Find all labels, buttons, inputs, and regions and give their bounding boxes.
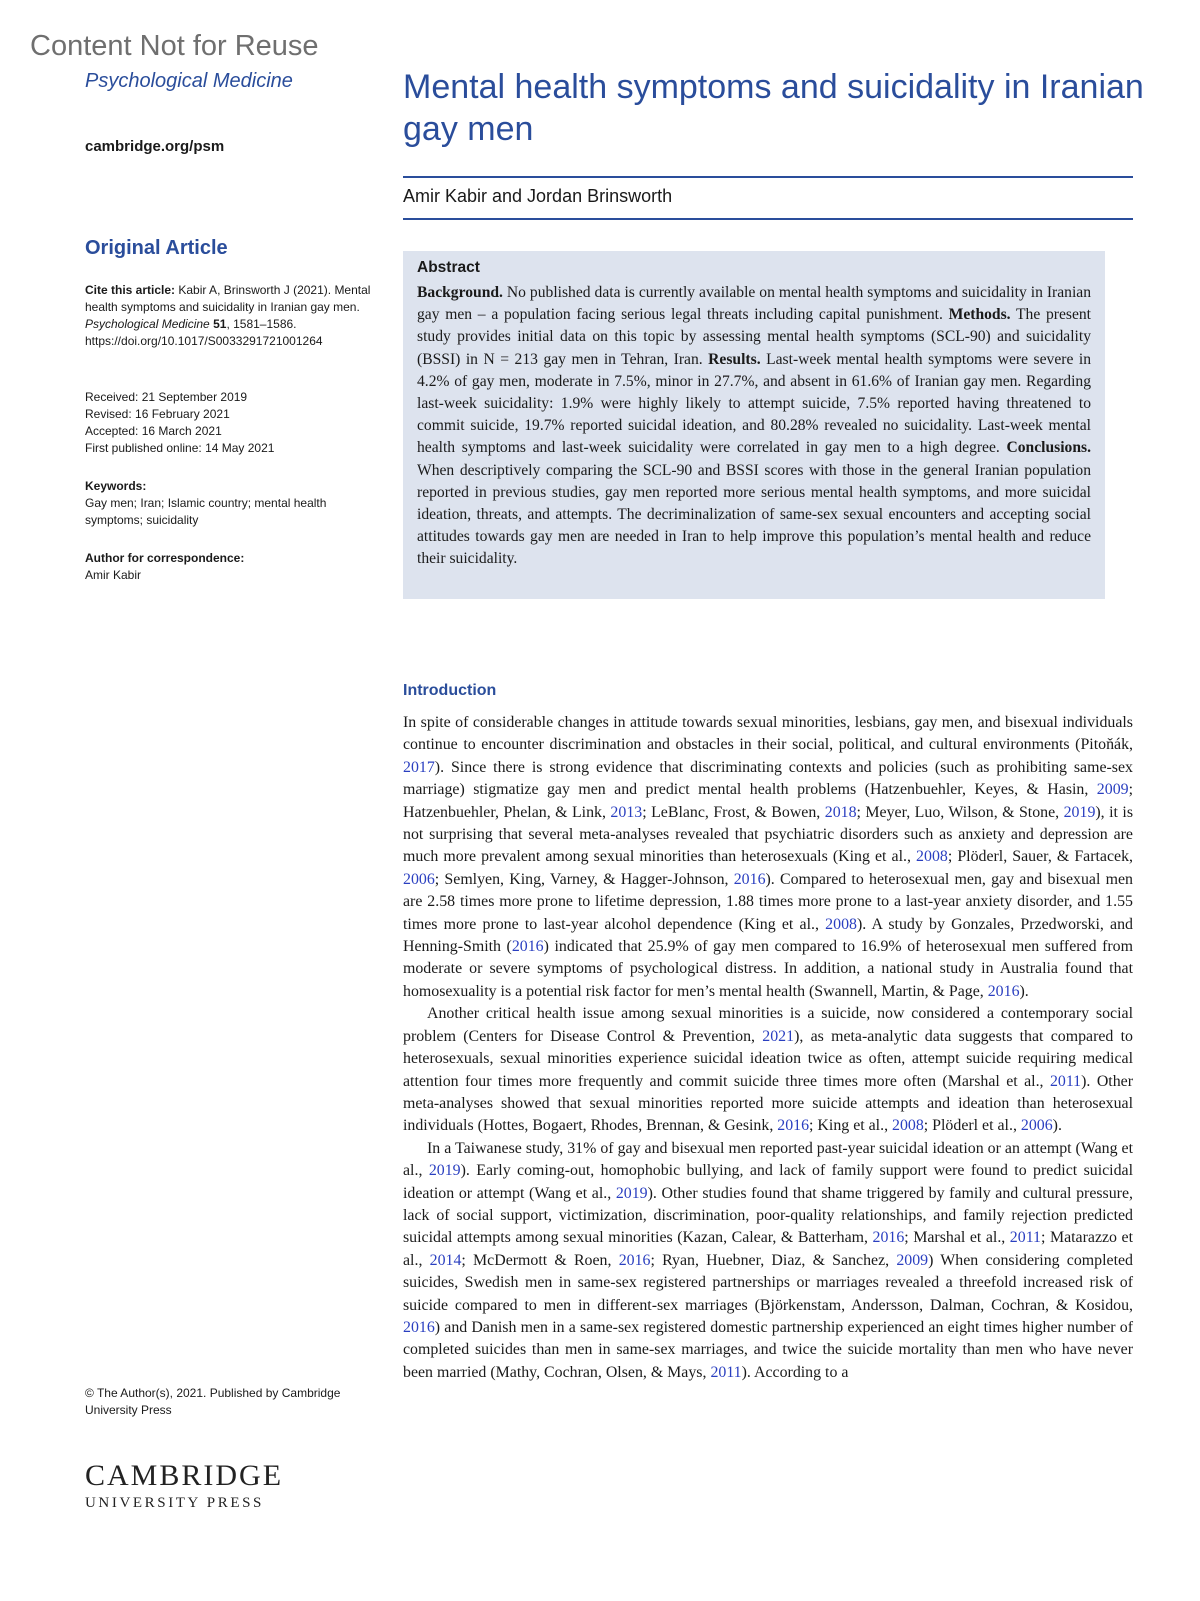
citation-link[interactable]: 2013: [610, 803, 643, 821]
correspondence-label: Author for correspondence:: [85, 551, 245, 565]
article-title: Mental health symptoms and suicidality in Iranian gay men: [403, 68, 1144, 148]
body-text: ). Other studies found that shame triggered by family and cultural pressure, lack of social support, victimization, discrimination, poor-quality relationships, and family rejection predicted suicidal attempts among sexual minorities (Kazan, Calear, & Batterham,: [403, 1184, 1134, 1247]
introduction-heading: Introduction: [403, 682, 497, 699]
body-text: ; King et al.,: [809, 1117, 893, 1135]
background-label: Background.: [417, 284, 503, 301]
body-text: ; Ryan, Huebner, Diaz, & Sanchez,: [650, 1251, 897, 1269]
citation-link[interactable]: 2011: [710, 1363, 742, 1381]
title-rule: [403, 176, 1133, 178]
received-date: Received: 21 September 2019: [85, 390, 248, 404]
citation-link[interactable]: 2011: [1049, 1072, 1082, 1090]
body-text: ) and Danish men in a same-sex registered domestic partnership experienced an eight times higher number of completed suicides than men in same-sex marriages, and twice the suicide mortality than men who have never been married (Mathy, Cochran, Olsen, & Mays,: [403, 1318, 1133, 1381]
citation-link[interactable]: 2008: [916, 848, 948, 866]
citation-link[interactable]: 2019: [1063, 803, 1096, 821]
body-text: ; Plöderl, Sauer, & Fartacek,: [947, 848, 1133, 866]
citation-link[interactable]: 2019: [428, 1162, 461, 1180]
correspondence-name: Amir Kabir: [85, 568, 142, 582]
body-text: ).: [1052, 1117, 1062, 1135]
keywords: Gay men; Iran; Islamic country; mental health symptoms; suicidality: [85, 496, 327, 527]
body-text: ; Matarazzo et al.,: [403, 1229, 1133, 1269]
journal-website[interactable]: cambridge.org/psm: [85, 138, 225, 155]
citation-link[interactable]: 2009: [896, 1251, 929, 1269]
body-text: ; McDermott & Roen,: [461, 1251, 619, 1269]
body-text: ; Hatzenbuehler, Phelan, & Link,: [403, 781, 1133, 821]
citation-link[interactable]: 2016: [618, 1251, 651, 1269]
author-rule: [403, 218, 1133, 220]
abstract-body: [417, 282, 1091, 571]
methods-text: The present study provides initial data on this topic by assessing mental health symptoms (SCL-90) and suicidality (BSSI) in N = 213 gay men in Tehran, Iran.: [417, 306, 1092, 368]
paragraph: [403, 712, 1133, 1003]
citation-link[interactable]: 2016: [872, 1229, 905, 1247]
body-text: ; LeBlanc, Frost, & Bowen,: [642, 803, 825, 821]
citation-link[interactable]: 2021: [762, 1027, 795, 1045]
cite-doi[interactable]: , 1581–1586. https://doi.org/10.1017/S0033291721001264: [85, 317, 323, 348]
body-text: ). Early coming-out, homophobic bullying, and lack of family support were found to predict suicidal ideation or attempt (Wang et al.,: [403, 1162, 1133, 1202]
citation-link[interactable]: 2018: [824, 803, 857, 821]
body-text: In spite of considerable changes in attitude towards sexual minorities, lesbians, gay men, and bisexual individuals continue to encounter discrimination and obstacles in their social, political, and cultural environments (Pitoňák,: [403, 714, 1133, 754]
citation-link[interactable]: 2016: [511, 938, 544, 956]
body-text: In a Taiwanese study, 31% of gay and bisexual men reported past-year suicidal ideation or an attempt (Wang et al.,: [403, 1139, 1133, 1180]
body-text: ), as meta-analytic data suggests that compared to heterosexuals, sexual minorities experience suicidal ideation twice as often, attempt suicide requiring medical attention four times more frequently and commit suicide three times more often (Marshal et al.,: [403, 1027, 1133, 1090]
citation-link[interactable]: 2019: [615, 1184, 648, 1202]
citation-link[interactable]: 2016: [777, 1117, 810, 1135]
accepted-date: Accepted: 16 March 2021: [85, 424, 222, 438]
citation-link[interactable]: 2016: [733, 870, 766, 888]
body-text: ). Since there is strong evidence that discriminating contexts and policies (such as prohibiting same-sex marriage) stigmatize gay men and predict mental health problems (Hatzenbuehler, Keyes, & Hasin,: [403, 758, 1133, 799]
cite-label: Cite this article:: [85, 283, 176, 297]
keywords-label: Keywords:: [85, 479, 147, 493]
body-text: Another critical health issue among sexual minorities is a suicide, now considered a contemporary social problem (Centers for Disease Control & Prevention,: [403, 1005, 1133, 1045]
logo-line-2: UNIVERSITY PRESS: [85, 1495, 264, 1511]
cite-text: Kabir A, Brinsworth J (2021). Mental health symptoms and suicidality in Iranian gay men.: [85, 283, 371, 314]
watermark: Content Not for Reuse: [30, 30, 319, 62]
logo-line-1: CAMBRIDGE: [85, 1459, 284, 1492]
body-text: ; Semlyen, King, Varney, & Hagger-Johnson,: [434, 870, 734, 888]
citation-link[interactable]: 2014: [429, 1251, 462, 1269]
citation-link[interactable]: 2016: [987, 982, 1020, 1000]
background-text: No published data is currently available on mental health symptoms and suicidality in Iranian gay men – a population facing serious legal threats including capital punishment.: [417, 284, 1091, 324]
body-text: ).: [1019, 982, 1029, 1000]
body-text: ; Marshal et al.,: [904, 1229, 1010, 1247]
cite-volume: 51: [213, 317, 227, 331]
copyright-notice: © The Author(s), 2021. Published by Cambridge University Press: [85, 1386, 341, 1417]
article-type: Original Article: [85, 237, 228, 259]
citation-link[interactable]: 2017: [403, 758, 435, 776]
body-text: ) When considering completed suicides, Swedish men in same-sex registered partnerships or marriages revealed a threefold increased risk of suicide compared to men in different-sex marriages (Björkenstam, Andersson, Dalman, Cochran, & Kosidou,: [403, 1251, 1133, 1314]
citation-block: [85, 282, 375, 350]
cite-journal: Psychological Medicine: [85, 317, 210, 331]
body-text: ; Meyer, Luo, Wilson, & Stone,: [856, 803, 1064, 821]
body-text: ) indicated that 25.9% of gay men compared to 16.9% of heterosexual men suffered from moderate or severe symptoms of psychological distress. In addition, a national study in Australia found that homosexuality is a potential risk factor for men’s mental health (Swannell, Martin, & Page,: [403, 938, 1133, 1000]
paragraph: [403, 1003, 1133, 1137]
revised-date: Revised: 16 February 2021: [85, 407, 230, 421]
body-text: ). Compared to heterosexual men, gay and bisexual men are 2.58 times more prone to lifetime depression, 1.88 times more prone to a last-year anxiety disorder, and 1.55 times more prone to last-year alcohol dependence (King et al.,: [403, 870, 1133, 933]
correspondence-block: [85, 550, 375, 584]
journal-name: Psychological Medicine: [85, 70, 293, 92]
abstract-box: [403, 251, 1105, 599]
citation-link[interactable]: 2008: [892, 1117, 924, 1135]
introduction-body: [403, 712, 1133, 1384]
citation-link[interactable]: 2008: [825, 915, 857, 933]
citation-link[interactable]: 2011: [1009, 1229, 1041, 1247]
published-date: First published online: 14 May 2021: [85, 441, 275, 455]
history-block: [85, 389, 375, 457]
results-text: Last-week mental health symptoms were severe in 4.2% of gay men, moderate in 7.5%, minor in 27.7%, and absent in 61.6% of Iranian gay men. Regarding last-week suicidality: 1.9% were highly likely to attempt suicide, 7.5% reported having threatened to commit suicide, 19.7% reported suicidal ideation, and 80.28% revealed no suicidality. Last-week mental health symptoms and last-week suicidality were correlated in gay men to a high degree.: [417, 350, 1091, 457]
author-list: Amir Kabir and Jordan Brinsworth: [403, 186, 673, 206]
results-label: Results.: [708, 350, 761, 368]
paragraph: [403, 1138, 1133, 1384]
citation-link[interactable]: 2006: [1020, 1117, 1053, 1135]
conclusions-text: When descriptively comparing the SCL-90 and BSSI scores with those in the general Iranian population reported in previous studies, gay men reported more serious mental health symptoms, and more suicidal ideation, threats, and attempts. The decriminalization of same-sex sexual encounters and accepting social attitudes towards gay men are needed in Iran to help improve this population’s mental health and reduce their suicidality.: [417, 461, 1091, 568]
body-text: ). A study by Gonzales, Przedworski, and Henning-Smith (: [403, 915, 1133, 956]
body-text: ; Plöderl et al.,: [923, 1117, 1021, 1135]
methods-label: Methods.: [948, 306, 1011, 324]
body-text: ). Other meta-analyses showed that sexual minorities reported more suicide attempts and ideation than heterosexual individuals (Hottes, Bogaert, Rhodes, Brennan, & Gesink,: [403, 1072, 1134, 1135]
citation-link[interactable]: 2016: [403, 1318, 435, 1336]
citation-link[interactable]: 2009: [1096, 781, 1129, 799]
conclusions-label: Conclusions.: [1006, 439, 1091, 457]
body-text: ). According to a: [741, 1363, 849, 1381]
body-text: ), it is not surprising that several meta-analyses revealed that psychiatric disorders such as anxiety and depression are much more prevalent among sexual minorities than heterosexuals (King et al.,: [403, 803, 1134, 866]
citation-link[interactable]: 2006: [403, 870, 435, 888]
cambridge-logo: [85, 1460, 283, 1514]
keywords-block: [85, 478, 375, 529]
abstract-heading: Abstract: [417, 259, 480, 276]
